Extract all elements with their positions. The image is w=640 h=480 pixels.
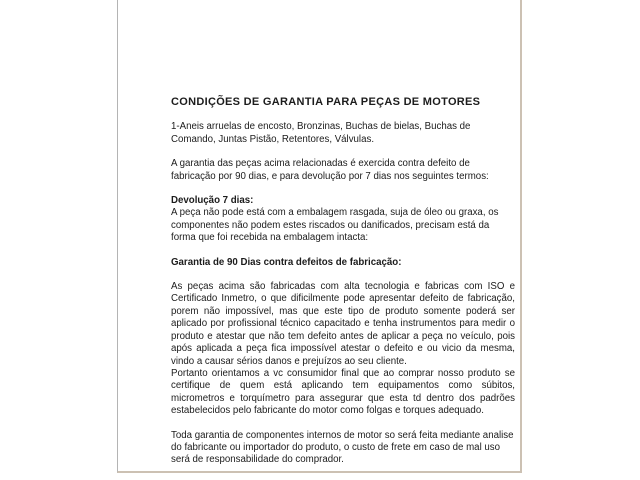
warranty-90-text-2: Portanto orientamos a vc consumidor final que ao comprar nosso produto se certifique de quem está aplicando tem equipamentos como súbitos, micrometros e torquímetro para assegurar que esta td dentro dos padrões estabelecidos pelo fabricante do motor como folgas e torques adequado.	[171, 367, 515, 417]
warranty-intro: A garantia das peças acima relacionadas é exercida contra defeito de fabricação por 90 dias, e para devolução por 7 dias nos seguintes termos:	[171, 158, 489, 182]
internal-components-note: Toda garantia de componentes internos de motor so será feita mediante analise do fabricante ou importador do produto, o custo de frete em caso de mal uso será de responsabilidade do comprador.	[171, 429, 514, 466]
document-page	[117, 0, 522, 473]
devolution-heading: Devolução 7 dias:	[171, 195, 254, 207]
warranty-90-text-1: As peças acima são fabricadas com alta tecnologia e fabricas com ISO e Certificado Inmetro, o que dificilmente pode apresentar defeito de fabricação, porem não impossível, mas que este tipo de produto somente poderá ser aplicado por profissional técnico capacitado e tenha instrumentos para medir o produto e atestar que não tem defeito antes de aplicar a peça no veículo, pois após aplicada a peça fica impossível atestar o defeito e ou vicio da mesma, vindo a causar sérios danos e prejuízos ao seu cliente.	[171, 281, 515, 367]
document-title: CONDIÇÕES DE GARANTIA PARA PEÇAS DE MOTORES	[171, 96, 481, 108]
parts-list: 1-Aneis arruelas de encosto, Bronzinas, Buchas de bielas, Buchas de Comando, Juntas Pistão, Retentores, Válvulas.	[171, 121, 471, 145]
document-blocks	[171, 121, 515, 466]
warranty-90-heading: Garantia de 90 Dias contra defeitos de fabricação:	[171, 256, 402, 268]
devolution-terms: A peça não pode está com a embalagem rasgada, suja de óleo ou graxa, os componentes não podem estes riscados ou danificados, precisam está da forma que foi recebida na embalagem intacta:	[171, 207, 499, 244]
document-content	[171, 96, 515, 479]
